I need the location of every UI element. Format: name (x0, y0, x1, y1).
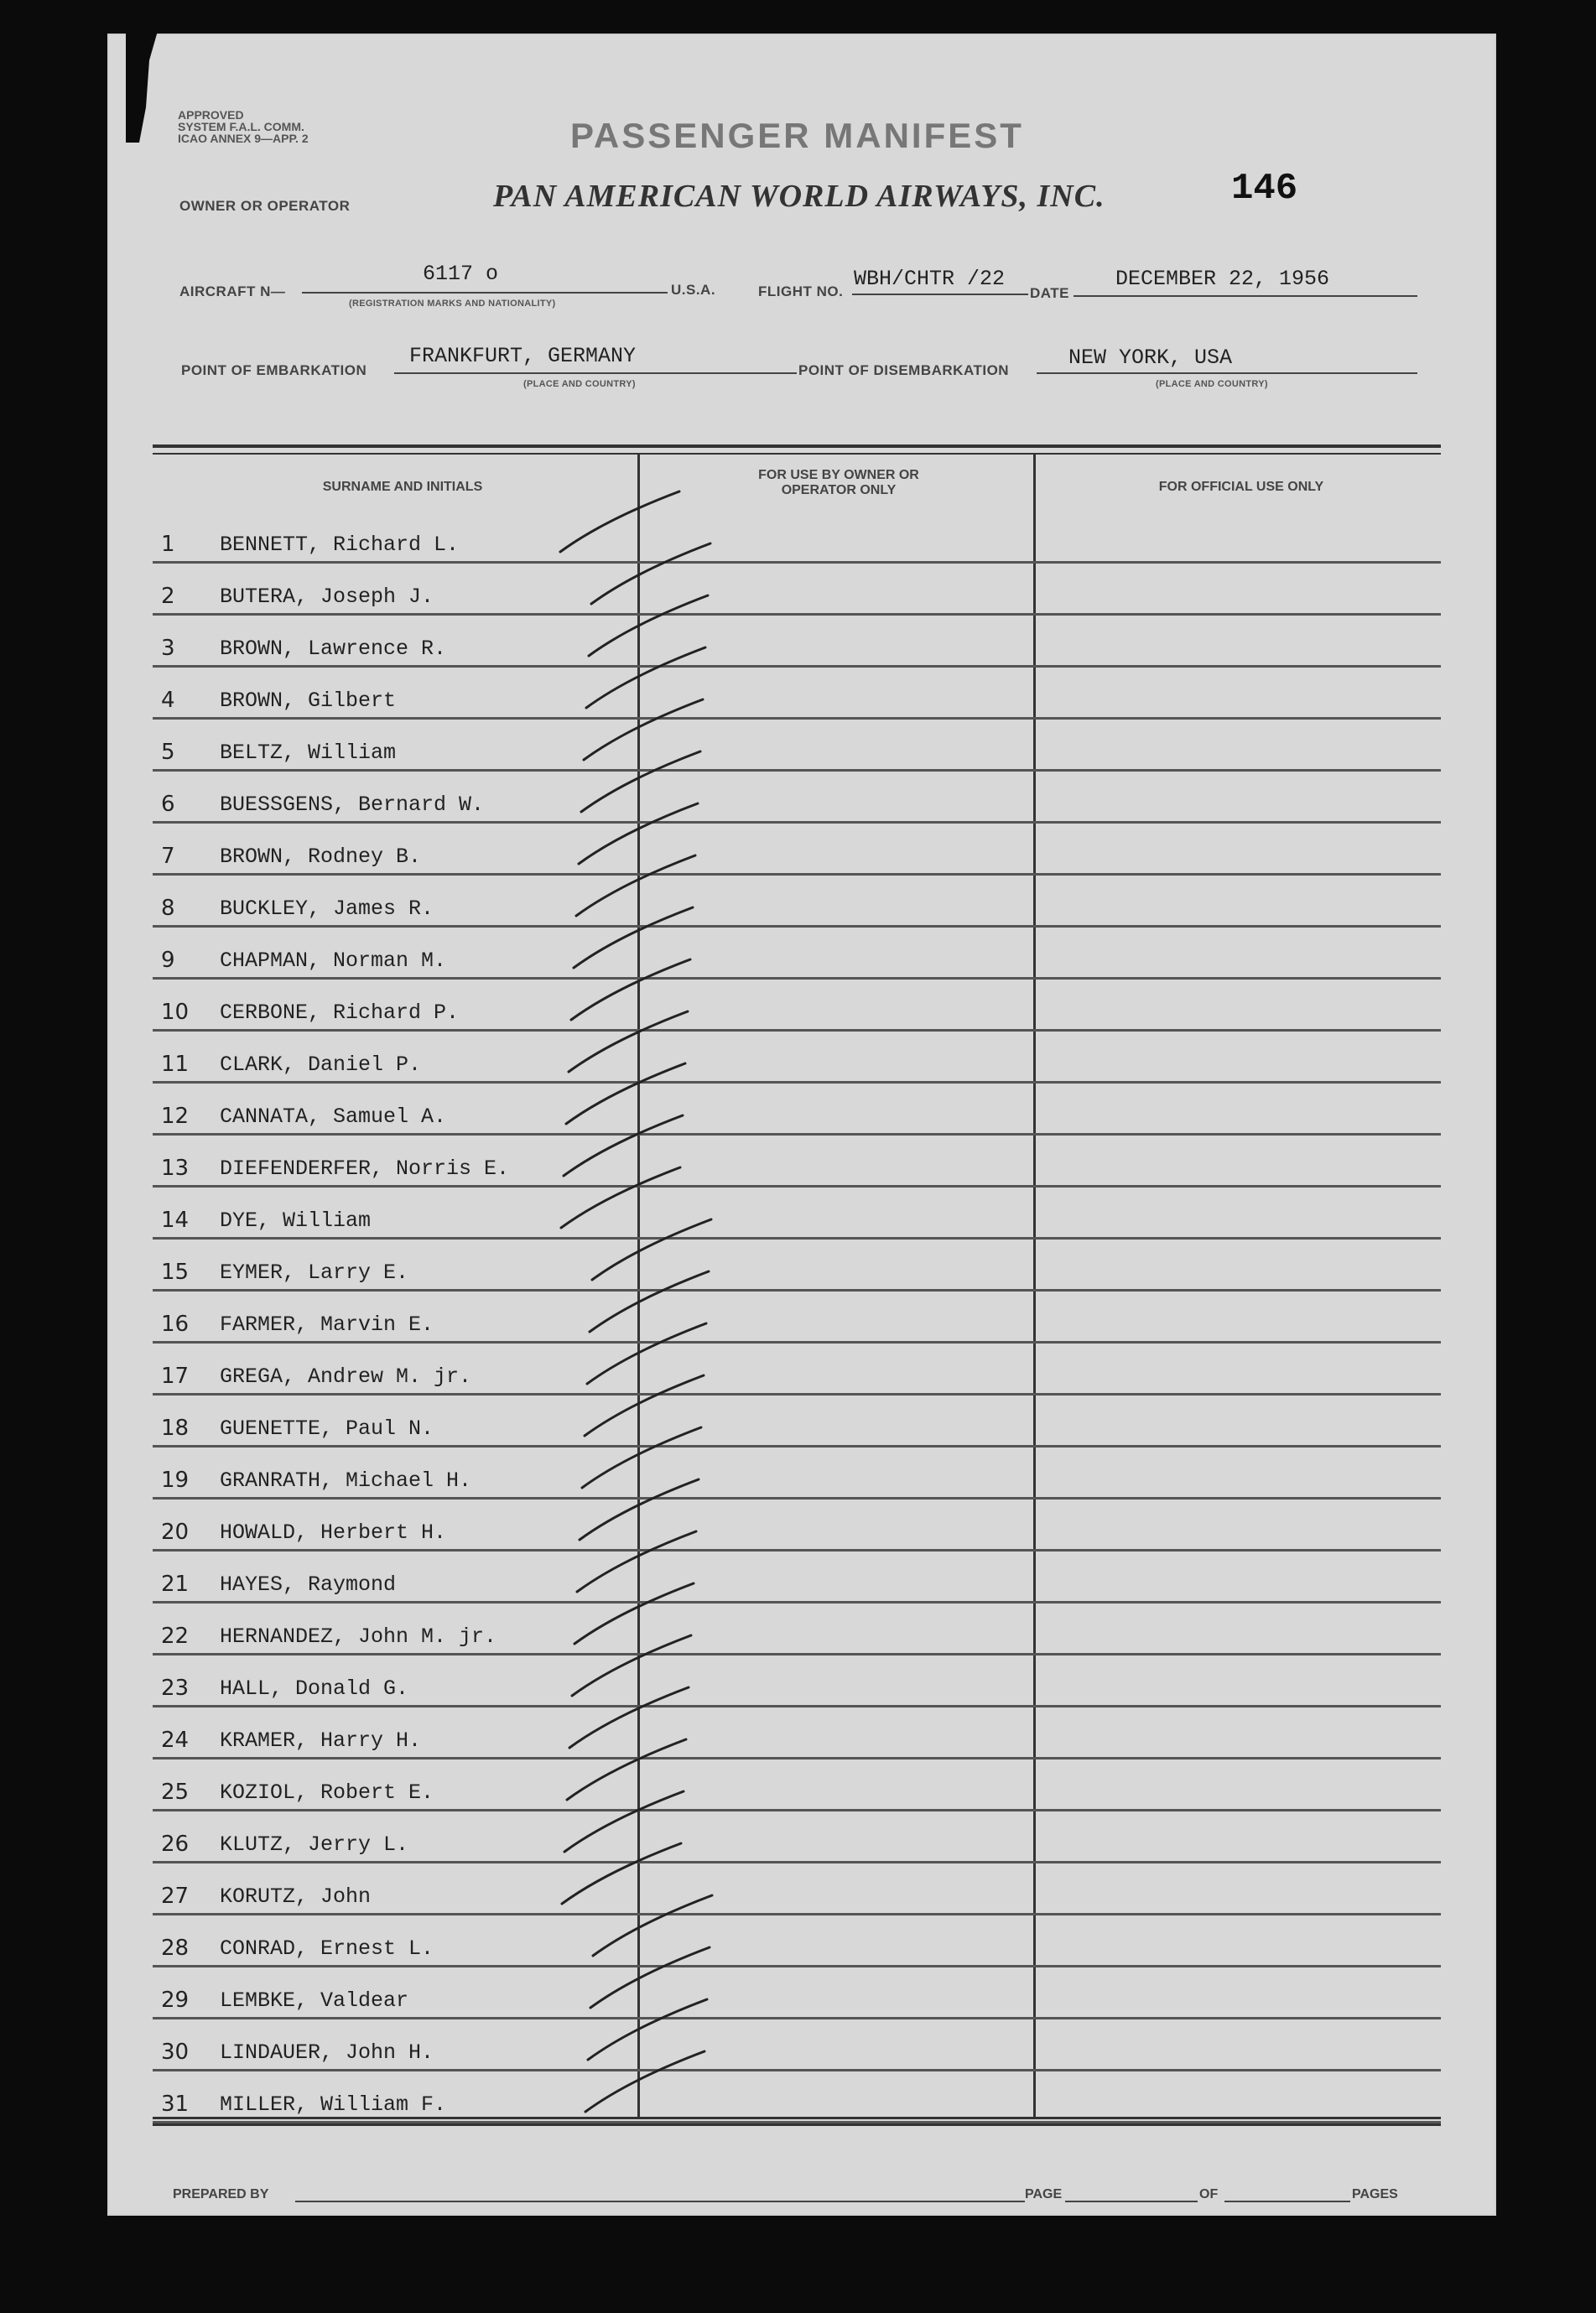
column-header-official-use: FOR OFFICIAL USE ONLY (1158, 480, 1324, 494)
prepared-by-label: PREPARED BY (173, 2187, 269, 2201)
usa-label: U.S.A. (671, 282, 716, 298)
date-value: DECEMBER 22, 1956 (1115, 267, 1330, 291)
passenger-name: KORUTZ, John (220, 1884, 372, 1909)
row-number: 6 (161, 792, 175, 817)
table-row (153, 2071, 1441, 2123)
aircraft-underline (302, 292, 668, 294)
table-row (153, 1136, 1441, 1188)
row-number: 17 (161, 1364, 190, 1389)
table-row (153, 1552, 1441, 1604)
page-number: 146 (1231, 168, 1298, 210)
passenger-name: BROWN, Lawrence R. (220, 637, 447, 661)
passenger-name: GREGA, Andrew M. jr. (220, 1364, 472, 1389)
row-number: 8 (161, 896, 175, 921)
passenger-name: CONRAD, Ernest L. (220, 1936, 434, 1961)
row-number: 28 (161, 1936, 190, 1961)
table-row (153, 720, 1441, 772)
passenger-name: GUENETTE, Paul N. (220, 1416, 434, 1441)
approval-line: APPROVED (178, 108, 244, 122)
table-row (153, 1759, 1441, 1811)
table-row (153, 1032, 1441, 1084)
row-number: 29 (161, 1988, 190, 2013)
row-number: 21 (161, 1572, 190, 1597)
table-row (153, 1448, 1441, 1500)
row-number: 20 (161, 1520, 190, 1545)
table-top-rule (153, 444, 1441, 448)
row-number: 19 (161, 1468, 190, 1493)
passenger-name: HALL, Donald G. (220, 1676, 409, 1701)
passenger-name: FARMER, Marvin E. (220, 1312, 434, 1337)
registration-caption: (REGISTRATION MARKS AND NATIONALITY) (349, 299, 556, 309)
row-number: 11 (161, 1052, 190, 1077)
table-row (153, 1240, 1441, 1292)
passenger-name: KRAMER, Harry H. (220, 1728, 422, 1753)
table-row (153, 1292, 1441, 1344)
table-row (153, 512, 1441, 564)
disembark-caption: (PLACE AND COUNTRY) (1156, 379, 1268, 389)
passenger-name: MILLER, William F. (220, 2092, 447, 2117)
prepared-by-line (295, 2201, 1025, 2202)
row-number: 18 (161, 1416, 190, 1441)
row-number: 9 (161, 948, 175, 973)
row-number: 15 (161, 1260, 190, 1285)
of-line (1224, 2201, 1350, 2202)
row-number: 5 (161, 740, 175, 765)
owner-value: PAN AMERICAN WORLD AIRWAYS, INC. (493, 179, 1105, 214)
flight-value: WBH/CHTR /22 (854, 267, 1006, 291)
table-row (153, 980, 1441, 1032)
table-bottom-rule-inner (153, 2123, 1441, 2126)
table-row (153, 1967, 1441, 2019)
date-label: DATE (1030, 285, 1070, 301)
table-row (153, 928, 1441, 980)
row-number: 1 (161, 532, 175, 557)
table-row (153, 2019, 1441, 2071)
embark-value: FRANKFURT, GERMANY (409, 344, 637, 368)
row-number: 13 (161, 1156, 190, 1181)
embark-label: POINT OF EMBARKATION (181, 362, 367, 378)
table-row (153, 564, 1441, 616)
table-row (153, 1084, 1441, 1136)
pages-label: PAGES (1352, 2187, 1398, 2201)
page-line (1065, 2201, 1198, 2202)
table-row (153, 1396, 1441, 1448)
page-label: PAGE (1025, 2187, 1063, 2201)
disembark-underline (1037, 372, 1417, 374)
table-row (153, 1604, 1441, 1655)
passenger-name: BUESSGENS, Bernard W. (220, 793, 485, 817)
table-row (153, 1188, 1441, 1240)
embark-underline (394, 372, 797, 374)
passenger-name: BENNETT, Richard L. (220, 533, 460, 557)
passenger-name: CERBONE, Richard P. (220, 1001, 460, 1025)
passenger-name: BELTZ, William (220, 741, 397, 765)
table-row (153, 1344, 1441, 1396)
table-row (153, 1707, 1441, 1759)
passenger-name: CLARK, Daniel P. (220, 1053, 422, 1077)
approval-line: ICAO ANNEX 9—APP. 2 (178, 132, 309, 145)
page-title: PASSENGER MANIFEST (570, 116, 1024, 155)
row-number: 25 (161, 1780, 190, 1805)
passenger-name: KOZIOL, Robert E. (220, 1780, 434, 1805)
passenger-name: BROWN, Rodney B. (220, 845, 422, 869)
table-row (153, 1500, 1441, 1552)
passenger-name: CHAPMAN, Norman M. (220, 949, 447, 973)
disembark-value: NEW YORK, USA (1068, 346, 1233, 370)
row-number: 7 (161, 844, 175, 869)
passenger-name: KLUTZ, Jerry L. (220, 1832, 409, 1857)
aircraft-value: 6117 o (423, 262, 499, 286)
row-number: 14 (161, 1208, 190, 1233)
passenger-name: LINDAUER, John H. (220, 2040, 434, 2065)
row-number: 31 (161, 2092, 190, 2117)
passenger-name: GRANRATH, Michael H. (220, 1468, 472, 1493)
table-row (153, 1863, 1441, 1915)
approval-line: SYSTEM F.A.L. COMM. (178, 120, 304, 133)
embark-caption: (PLACE AND COUNTRY) (523, 379, 636, 389)
disembark-label: POINT OF DISEMBARKATION (798, 362, 1010, 378)
table-top-rule-inner (153, 453, 1441, 455)
row-number: 24 (161, 1728, 190, 1753)
table-row (153, 1655, 1441, 1707)
row-number: 12 (161, 1104, 190, 1129)
table-row (153, 668, 1441, 720)
passenger-name: HERNANDEZ, John M. jr. (220, 1624, 497, 1649)
date-underline (1074, 295, 1417, 297)
table-row (153, 772, 1441, 824)
passenger-name: DYE, William (220, 1208, 372, 1233)
column-header-owner-use: FOR USE BY OWNER OR OPERATOR ONLY (758, 468, 919, 497)
row-number: 26 (161, 1832, 190, 1857)
of-label: OF (1199, 2187, 1219, 2201)
row-number: 3 (161, 636, 175, 661)
aircraft-label: AIRCRAFT N— (179, 283, 286, 299)
row-number: 2 (161, 584, 175, 609)
passenger-name: BROWN, Gilbert (220, 689, 397, 713)
flight-label: FLIGHT NO. (758, 283, 844, 299)
table-row (153, 876, 1441, 928)
row-number: 4 (161, 688, 175, 713)
passenger-name: HAYES, Raymond (220, 1572, 397, 1597)
column-header-surname: SURNAME AND INITIALS (322, 480, 483, 494)
passenger-name: CANNATA, Samuel A. (220, 1105, 447, 1129)
owner-label: OWNER OR OPERATOR (179, 198, 351, 214)
flight-underline (852, 294, 1028, 295)
table-row (153, 1915, 1441, 1967)
table-row (153, 1811, 1441, 1863)
table-row (153, 824, 1441, 876)
approval-stamp (178, 109, 309, 144)
passenger-name: BUTERA, Joseph J. (220, 585, 434, 609)
passenger-name: LEMBKE, Valdear (220, 1988, 409, 2013)
passenger-name: EYMER, Larry E. (220, 1260, 409, 1285)
passenger-name: HOWALD, Herbert H. (220, 1520, 447, 1545)
row-number: 10 (161, 1000, 190, 1025)
table-row (153, 616, 1441, 668)
passenger-name: DIEFENDERFER, Norris E. (220, 1156, 510, 1181)
row-number: 22 (161, 1624, 190, 1649)
row-number: 30 (161, 2040, 190, 2065)
passenger-name: BUCKLEY, James R. (220, 897, 434, 921)
row-number: 16 (161, 1312, 190, 1337)
row-number: 27 (161, 1884, 190, 1909)
table-bottom-rule (153, 2117, 1441, 2119)
row-number: 23 (161, 1676, 190, 1701)
